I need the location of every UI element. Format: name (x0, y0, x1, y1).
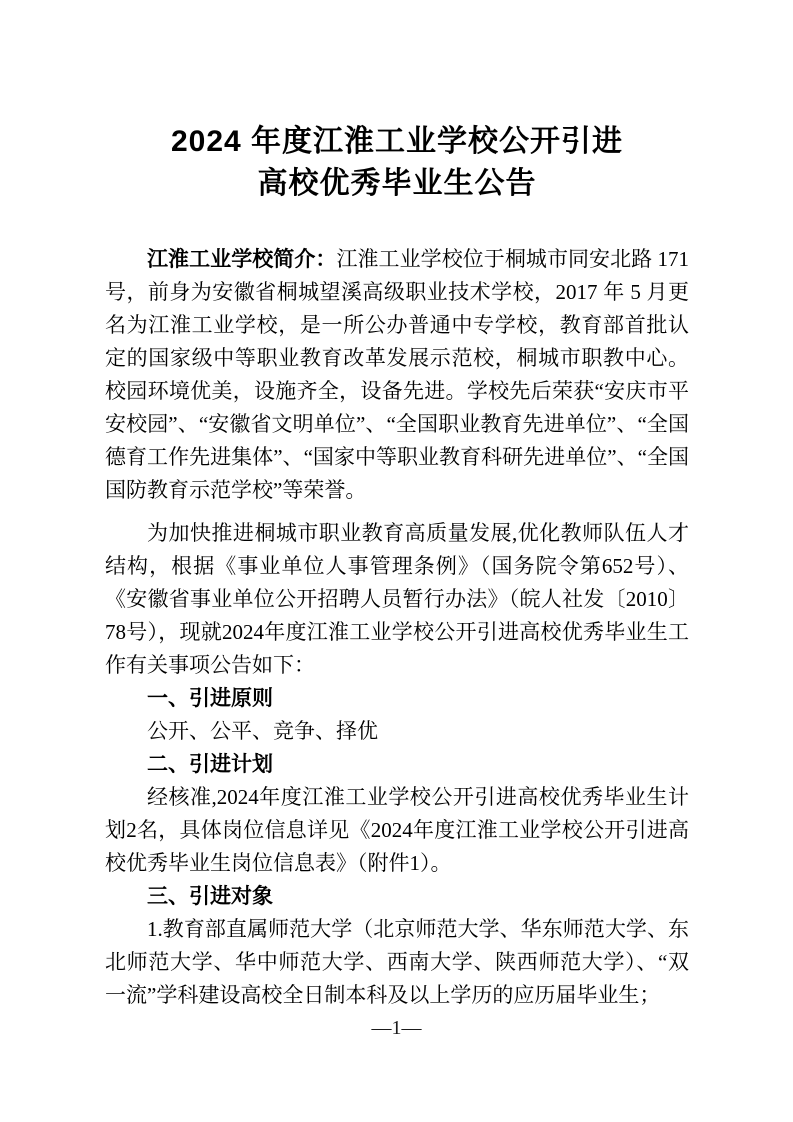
section-2-heading: 二、引进计划 (147, 753, 273, 776)
school-intro-paragraph (105, 243, 689, 507)
section-1-heading: 一、引进原则 (147, 687, 273, 710)
document-title-line-2: 高校优秀毕业生公告 (257, 167, 537, 200)
page-number: —1— (371, 1017, 422, 1039)
school-intro-lead: 江淮工业学校简介： (147, 248, 337, 271)
section-3-body: 1.教育部直属师范大学（北京师范大学、华东师范大学、东北师范大学、华中师范大学、西南大学、陕西师范大学）、“双一流”学科建设高校全日制本科及以上学历的应历届毕业生； (105, 917, 689, 1007)
section-3-heading: 三、引进对象 (147, 885, 273, 908)
school-intro-text: 江淮工业学校位于桐城市同安北路 171 号，前身为安徽省桐城望溪高级职业技术学校，2017 年 5 月更名为江淮工业学校，是一所公办普通中专学校，教育部首批认定的国家级中等职业教育改革发展示范校，桐城市职教中心。校园环境优美，设施齐全，设备先进。学校先后荣获“安庆市平安校园”、“安徽省文明单位”、“全国职业教育先进单位”、“全国德育工作先进集体”、“国家中等职业教育科研先进单位”、“全国国防教育示范学校”等荣誉。 (105, 247, 690, 502)
document-title-line-1: 2024 年度江淮工业学校公开引进 (170, 125, 624, 158)
document-title (105, 121, 689, 205)
preamble-paragraph: 为加快推进桐城市职业教育高质量发展,优化教师队伍人才结构，根据《事业单位人事管理条例》（国务院令第652号）、《安徽省事业单位公开招聘人员暂行办法》（皖人社发〔2010〕78号），现就2024年度江淮工业学校公开引进高校优秀毕业生工作有关事项公告如下： (105, 521, 689, 677)
section-2-body: 经核准,2024年度江淮工业学校公开引进高校优秀毕业生计划2名，具体岗位信息详见《2024年度江淮工业学校公开引进高校优秀毕业生岗位信息表》（附件1）。 (105, 785, 689, 875)
section-1-body: 公开、公平、竞争、择优 (147, 719, 378, 743)
document-body (105, 243, 689, 1012)
